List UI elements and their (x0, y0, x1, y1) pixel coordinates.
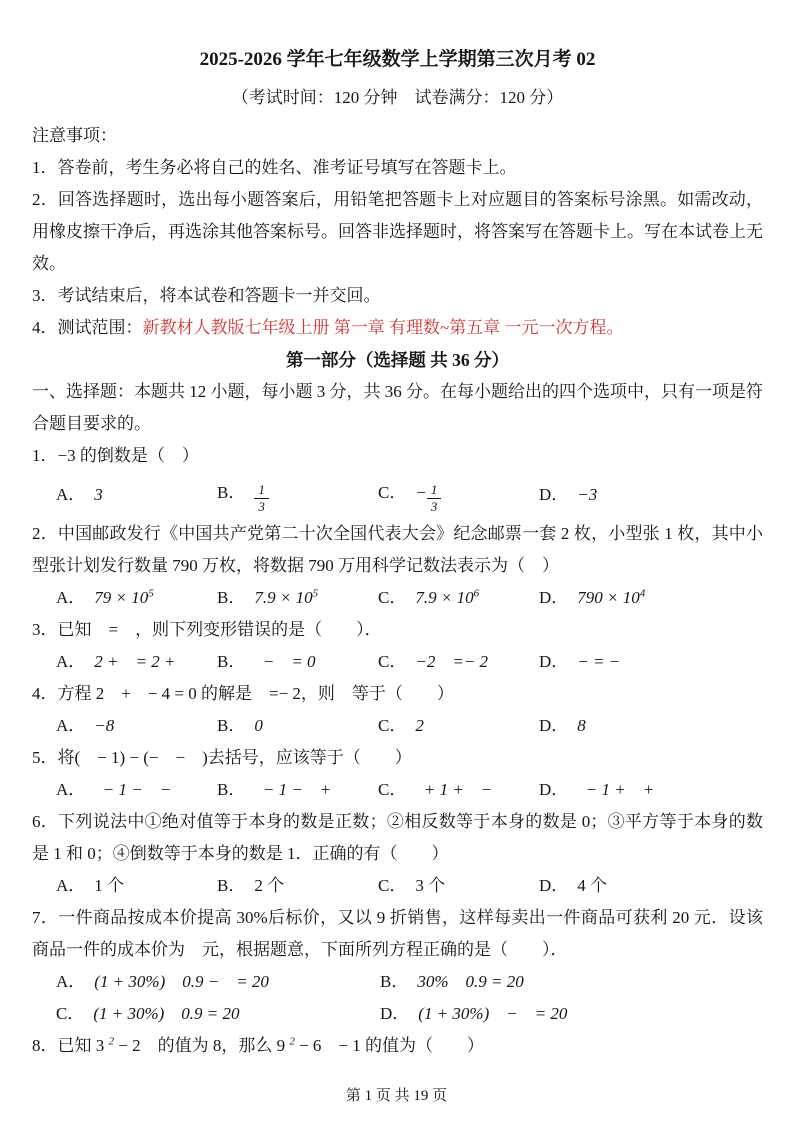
question-7-stem: 7．一件商品按成本价提高 30%后标价，又以 9 折销售，这样每卖出一件商品可获利 20 元．设该商品一件的成本价为 元，根据题意，下面所列方程正确的是（ ）． (32, 908, 763, 959)
sci-exponent: 6 (473, 587, 480, 600)
q2-option-a (56, 582, 217, 614)
q8-stem-pre: 8．已知 3 (32, 1036, 109, 1055)
option-label: A． (56, 588, 86, 607)
option-label: B． (217, 482, 246, 502)
q5-option-d (539, 774, 763, 806)
q2-option-c (378, 582, 539, 614)
fraction-numerator: 1 (254, 483, 269, 499)
notice-item-3: 3．考试结束后，将本试卷和答题卡一并交回。 (32, 286, 381, 305)
option-value: 4 个 (577, 876, 608, 895)
q5-option-a (56, 774, 217, 806)
q2-option-d (539, 582, 763, 614)
option-value: 0 (254, 716, 263, 735)
option-label: C． (378, 652, 407, 671)
q4-option-b (217, 710, 378, 742)
option-value (577, 588, 645, 607)
question-7-options-row-2 (32, 998, 763, 1030)
q1-option-a (56, 479, 217, 511)
option-label: A． (56, 652, 86, 671)
question-2-options (32, 582, 763, 614)
option-value: 8 (577, 716, 586, 735)
q7-option-b (380, 966, 763, 998)
question-6 (32, 806, 763, 902)
question-8-stem (32, 1030, 763, 1062)
question-3 (32, 614, 763, 678)
option-label: B． (380, 972, 409, 991)
question-3-options (32, 646, 763, 678)
notice-item-4 (32, 312, 763, 344)
question-5 (32, 742, 763, 806)
section-heading: 第一部分（选择题 共 36 分） (285, 350, 510, 370)
option-value: − = − (577, 652, 621, 671)
q8-exponent-2: 2 (289, 1035, 295, 1048)
section-intro: 一、选择题：本题共 12 小题，每小题 3 分，共 36 分。在每小题给出的四个选项中，只有一项是符合题目要求的。 (32, 382, 763, 433)
q8-stem-mid: − 2 的值为 8，那么 9 (114, 1036, 290, 1055)
q7-option-c (56, 998, 380, 1030)
option-value: 1 个 (94, 876, 125, 895)
option-label: B． (217, 652, 237, 671)
question-8 (32, 1030, 763, 1062)
q6-option-a (56, 870, 217, 902)
option-value: −8 (94, 716, 115, 735)
option-label: D． (539, 485, 569, 504)
q3-option-b (217, 646, 378, 678)
q5-option-c (378, 774, 539, 806)
option-value: − = 0 (245, 652, 316, 671)
option-value: (1 + 30%) 0.9 − = 20 (94, 972, 269, 991)
q2-option-b (217, 582, 378, 614)
fraction-denominator: 3 (430, 498, 438, 514)
q3-option-a (56, 646, 217, 678)
fraction (427, 483, 442, 513)
q3-option-d (539, 646, 763, 678)
option-label: C． (378, 482, 407, 502)
q4-option-d (539, 710, 763, 742)
fraction (254, 483, 269, 513)
question-3-stem: 3．已知 = ，则下列变形错误的是（ ）． (32, 620, 382, 639)
exam-meta: （考试时间：120 分钟 试卷满分：120 分） (231, 88, 564, 107)
question-4-options (32, 710, 763, 742)
option-label: D． (380, 1004, 410, 1023)
notice-item-2: 2．回答选择题时，选出每小题答案后，用铅笔把答题卡上对应题目的答案标号涂黑。如需改动，用橡皮擦干净后，再选涂其他答案标号。回答非选择题时，将答案写在答题卡上。写在本试卷上无效。 (32, 190, 763, 273)
question-6-stem: 6．下列说法中①绝对值等于本身的数是正数；②相反数等于本身的数是 0；③平方等于本身的数是 1 和 0；④倒数等于本身的数是 1．正确的有（ ） (32, 812, 763, 863)
q6-option-d (539, 870, 763, 902)
q1-option-d (539, 479, 763, 511)
option-label: B． (217, 588, 246, 607)
question-1-stem: 1．−3 的倒数是（ ） (32, 446, 199, 465)
option-value: 2 (415, 716, 424, 735)
option-label: C． (378, 876, 407, 895)
sci-base: 7.9 × 10 (254, 588, 313, 607)
q1-option-c (378, 477, 539, 513)
option-label: D． (539, 716, 569, 735)
option-label: C． (378, 716, 407, 735)
option-label: C． (378, 780, 398, 799)
question-7-options-row-1 (32, 966, 763, 998)
q4-option-c (378, 710, 539, 742)
q4-option-a (56, 710, 217, 742)
option-value: (1 + 30%) − = 20 (418, 1004, 568, 1023)
question-2-stem: 2．中国邮政发行《中国共产党第二十次全国代表大会》纪念邮票一套 2 枚，小型张 1 枚，其中小型张计划发行数量 790 万枚，将数据 790 万用科学记数法表示为（ ） (32, 524, 763, 575)
option-value: 2 + = 2 + (94, 652, 176, 671)
fraction-numerator: 1 (427, 483, 442, 499)
sci-exponent: 5 (148, 587, 154, 600)
option-label: A． (56, 716, 86, 735)
option-value: 30% 0.9 = 20 (417, 972, 524, 991)
option-label: B． (217, 876, 246, 895)
q8-exponent-1: 2 (108, 1035, 114, 1048)
option-label: A． (56, 485, 86, 504)
q7-option-a (56, 966, 380, 998)
option-value: + 1 + − (406, 780, 493, 799)
fraction-denominator: 3 (258, 498, 265, 514)
option-label: A． (56, 876, 86, 895)
option-label: D． (539, 652, 569, 671)
sci-base: 7.9 × 10 (415, 588, 474, 607)
test-scope-text: 新教材人教版七年级上册 第一章 有理数~第五章 一元一次方程。 (142, 318, 624, 337)
q6-option-c (378, 870, 539, 902)
option-value: − 1 − + (245, 780, 332, 799)
question-2 (32, 518, 763, 614)
option-value (254, 588, 318, 607)
notice-4-prefix: 4．测试范围： (32, 318, 143, 337)
option-value: 3 个 (415, 876, 446, 895)
sci-base: 790 × 10 (577, 588, 640, 607)
option-label: C． (56, 1004, 85, 1023)
q3-option-c (378, 646, 539, 678)
sci-exponent: 5 (312, 587, 319, 600)
option-value: −3 (577, 485, 598, 504)
notice-item-1: 1．答卷前，考生务必将自己的姓名、准考证号填写在答题卡上。 (32, 158, 517, 177)
question-4 (32, 678, 763, 742)
option-label: B． (217, 780, 237, 799)
q7-option-d (380, 998, 763, 1030)
option-label: A． (56, 780, 77, 799)
option-label: C． (378, 588, 407, 607)
question-5-options (32, 774, 763, 806)
q6-option-b (217, 870, 378, 902)
q5-option-b (217, 774, 378, 806)
page-number-footer: 第 1 页 共 19 页 (345, 1088, 448, 1104)
option-value: 3 (94, 485, 103, 504)
option-label: D． (539, 780, 560, 799)
option-value: − 1 − − (85, 780, 172, 799)
option-label: B． (217, 716, 246, 735)
question-7 (32, 902, 763, 1030)
minus-sign: − (415, 482, 427, 502)
sci-exponent: 4 (639, 587, 646, 600)
q1-option-b (217, 477, 378, 513)
notice-heading: 注意事项： (32, 126, 117, 145)
option-label: D． (539, 876, 569, 895)
page-title: 2025-2026 学年七年级数学上学期第三次月考 02 (199, 49, 596, 70)
option-value: 2 个 (254, 876, 285, 895)
option-label: A． (56, 972, 86, 991)
sci-base: 79 × 10 (94, 588, 149, 607)
option-label: D． (539, 588, 569, 607)
question-1 (32, 440, 763, 518)
option-value (415, 588, 479, 607)
q8-stem-post: − 6 − 1 的值为（ ） (294, 1036, 485, 1055)
question-6-options (32, 870, 763, 902)
option-value: − 1 + + (568, 780, 655, 799)
option-value: −2 =− 2 (415, 652, 489, 671)
option-value: (1 + 30%) 0.9 = 20 (93, 1004, 240, 1023)
option-value (94, 588, 153, 607)
question-1-options (32, 472, 763, 518)
question-4-stem: 4．方程 2 + − 4 = 0 的解是 =− 2，则 等于（ ） (32, 684, 454, 703)
question-5-stem: 5．将( − 1) − (− − )去括号，应该等于（ ） (32, 748, 412, 767)
